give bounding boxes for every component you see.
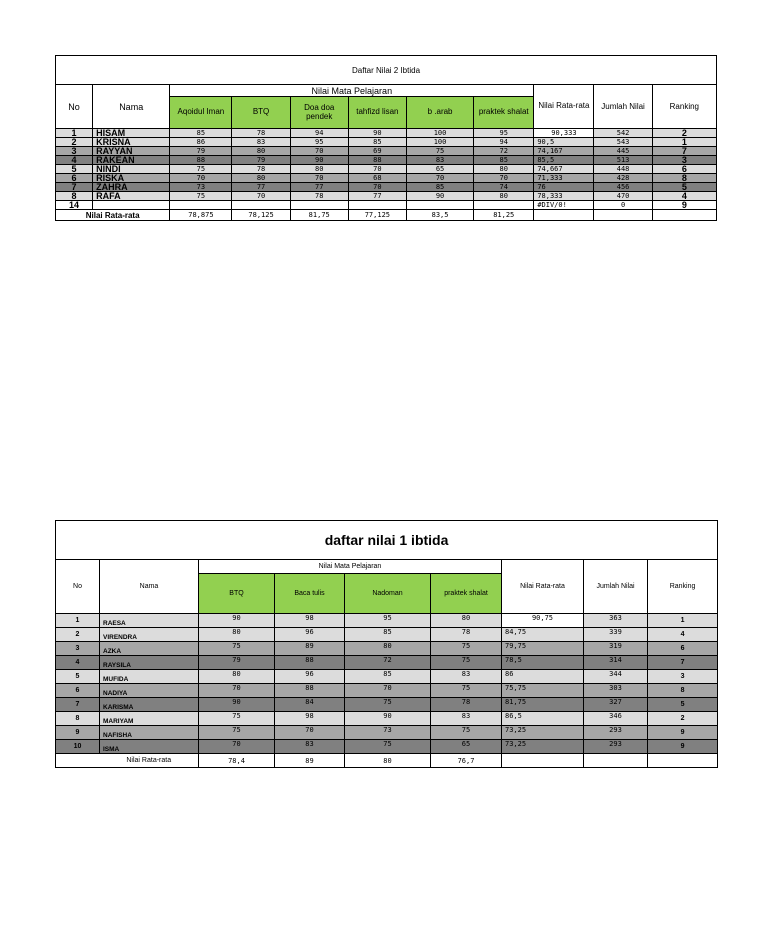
score-cell: 70 [345,684,431,698]
row-name: RAFA [93,192,170,201]
score-cell [474,201,534,210]
row-avg: 73,25 [502,726,584,740]
row-no: 14 [56,201,93,210]
row-avg: 74,167 [534,147,594,156]
score-cell: 75 [431,656,502,670]
score-cell: 84 [275,698,345,712]
row-no: 6 [56,174,93,183]
score-cell: 80 [232,174,290,183]
row-rank: 7 [648,656,718,670]
row-name: RAESA [100,614,199,628]
row-total: 543 [594,138,652,147]
row-avg: 85,5 [534,156,594,165]
score-cell [406,201,473,210]
row-no: 4 [56,656,100,670]
row-no: 10 [56,740,100,754]
row-avg: 74,667 [534,165,594,174]
row-rank: 2 [652,129,716,138]
grade-table-ibtida-1 [55,520,718,768]
score-cell: 100 [406,129,473,138]
row-no: 6 [56,684,100,698]
score-cell: 80 [474,165,534,174]
row-avg: 84,75 [502,628,584,642]
row-rank: 6 [652,165,716,174]
score-cell: 70 [348,165,406,174]
row-total: 0 [594,201,652,210]
score-cell: 80 [290,165,348,174]
table-row [56,614,718,628]
row-rank: 8 [652,174,716,183]
subject-header: BTQ [232,97,290,129]
score-cell: 83 [431,670,502,684]
row-name: AZKA [100,642,199,656]
row-rank: 1 [648,614,718,628]
subject-header: praktek shalat [431,574,502,614]
score-cell: 77 [348,192,406,201]
table-row [56,712,718,726]
row-name: RAKEAN [93,156,170,165]
row-total: 339 [584,628,648,642]
score-cell: 75 [431,726,502,740]
score-cell: 75 [170,165,232,174]
col-header-no: No [56,560,100,614]
col-group-subjects: Nilai Mata Pelajaran [170,85,534,97]
score-cell: 98 [275,614,345,628]
table-row [56,174,717,183]
table-row [56,165,717,174]
row-total: 344 [584,670,648,684]
col-header-rank: Ranking [652,85,716,129]
table-row [56,670,718,684]
row-name: KARISMA [100,698,199,712]
table-title: daftar nilai 1 ibtida [56,521,718,560]
score-cell: 85 [348,138,406,147]
score-cell: 83 [406,156,473,165]
col-header-rank: Ranking [648,560,718,614]
table-row [56,642,718,656]
score-cell: 75 [406,147,473,156]
score-cell: 69 [348,147,406,156]
row-name: MUFIDA [100,670,199,684]
score-cell: 70 [232,192,290,201]
row-no: 3 [56,147,93,156]
row-rank: 5 [648,698,718,712]
col-header-nama: Nama [100,560,199,614]
score-cell: 72 [345,656,431,670]
score-cell: 75 [199,712,275,726]
score-cell: 85 [406,183,473,192]
footer-avg: 78,875 [170,210,232,221]
score-cell: 78 [431,698,502,712]
score-cell: 65 [406,165,473,174]
col-header-total: Jumlah Nilai [594,85,652,129]
col-header-nama: Nama [93,85,170,129]
footer-avg: 83,5 [406,210,473,221]
score-cell: 75 [199,642,275,656]
row-rank: 9 [648,740,718,754]
score-cell: 80 [199,670,275,684]
row-total: 363 [584,614,648,628]
row-name: NAFISHA [100,726,199,740]
footer-empty [56,754,100,768]
score-cell: 75 [345,698,431,712]
score-cell: 85 [345,670,431,684]
footer-empty [652,210,716,221]
score-cell [290,201,348,210]
row-avg: 86 [502,670,584,684]
score-cell [348,201,406,210]
row-name: RAYSILA [100,656,199,670]
score-cell: 90 [199,614,275,628]
col-header-no: No [56,85,93,129]
row-name: ISMA [100,740,199,754]
score-cell: 80 [199,628,275,642]
row-name: HISAM [93,129,170,138]
row-name: KRISNA [93,138,170,147]
score-cell: 74 [474,183,534,192]
score-cell: 79 [232,156,290,165]
score-cell: 70 [170,174,232,183]
row-total: 327 [584,698,648,712]
row-rank: 6 [648,642,718,656]
score-cell: 95 [290,138,348,147]
table-row [56,183,717,192]
row-rank: 1 [652,138,716,147]
row-name: VIRENDRA [100,628,199,642]
score-cell: 90 [345,712,431,726]
score-cell: 70 [199,684,275,698]
row-no: 7 [56,183,93,192]
score-cell: 88 [348,156,406,165]
score-cell: 78 [431,628,502,642]
row-avg: 79,75 [502,642,584,656]
score-cell: 88 [275,684,345,698]
col-header-total: Jumlah Nilai [584,560,648,614]
score-cell: 85 [345,628,431,642]
score-cell: 70 [348,183,406,192]
score-cell: 75 [170,192,232,201]
subject-header: tahfizd lisan [348,97,406,129]
row-rank: 4 [648,628,718,642]
score-cell: 77 [290,183,348,192]
row-no: 8 [56,712,100,726]
row-avg: 73,25 [502,740,584,754]
score-cell: 90 [290,156,348,165]
footer-empty [502,754,584,768]
score-cell: 68 [348,174,406,183]
row-name: NADIYA [100,684,199,698]
subject-header: praktek shalat [474,97,534,129]
row-total: 303 [584,684,648,698]
table-row [56,201,717,210]
score-cell: 98 [275,712,345,726]
row-avg: #DIV/0! [534,201,594,210]
row-rank: 4 [652,192,716,201]
row-avg: 90,75 [502,614,584,628]
row-rank: 7 [652,147,716,156]
row-no: 9 [56,726,100,740]
row-avg: 78,333 [534,192,594,201]
row-name [93,201,170,210]
footer-avg: 81,75 [290,210,348,221]
footer-avg: 89 [275,754,345,768]
col-group-subjects: Nilai Mata Pelajaran [199,560,502,574]
score-cell: 100 [406,138,473,147]
row-name: RISKA [93,174,170,183]
score-cell [232,201,290,210]
score-cell: 83 [431,712,502,726]
score-cell: 95 [345,614,431,628]
row-no: 3 [56,642,100,656]
row-total: 293 [584,726,648,740]
score-cell: 79 [170,147,232,156]
row-total: 513 [594,156,652,165]
row-avg: 90,333 [534,129,594,138]
row-name: RAYYAN [93,147,170,156]
score-cell: 75 [431,642,502,656]
row-avg: 76 [534,183,594,192]
footer-avg: 80 [345,754,431,768]
score-cell: 96 [275,670,345,684]
score-cell: 80 [474,192,534,201]
table-row [56,628,718,642]
score-cell: 75 [431,684,502,698]
row-no: 5 [56,165,93,174]
score-cell: 89 [275,642,345,656]
score-cell: 70 [275,726,345,740]
row-no: 8 [56,192,93,201]
row-rank: 5 [652,183,716,192]
subject-header: BTQ [199,574,275,614]
score-cell: 90 [406,192,473,201]
score-cell: 88 [275,656,345,670]
table-row [56,740,718,754]
score-cell: 85 [170,129,232,138]
score-cell: 72 [474,147,534,156]
table-row [56,656,718,670]
row-total: 445 [594,147,652,156]
score-cell: 78 [232,165,290,174]
row-name: MARIYAM [100,712,199,726]
row-total: 456 [594,183,652,192]
footer-avg: 78,125 [232,210,290,221]
row-total: 470 [594,192,652,201]
score-cell: 94 [474,138,534,147]
score-cell: 80 [232,147,290,156]
row-rank: 9 [648,726,718,740]
row-avg: 75,75 [502,684,584,698]
score-cell [170,201,232,210]
score-cell: 73 [345,726,431,740]
row-no: 5 [56,670,100,684]
footer-empty [594,210,652,221]
table-row [56,147,717,156]
row-total: 428 [594,174,652,183]
row-rank: 2 [648,712,718,726]
score-cell: 80 [345,642,431,656]
table-row [56,684,718,698]
score-cell: 77 [232,183,290,192]
row-no: 1 [56,614,100,628]
row-no: 2 [56,628,100,642]
score-cell: 70 [199,740,275,754]
score-cell: 94 [290,129,348,138]
row-rank: 9 [652,201,716,210]
footer-empty [648,754,718,768]
score-cell: 75 [199,726,275,740]
row-no: 1 [56,129,93,138]
row-name: NINDI [93,165,170,174]
footer-empty [584,754,648,768]
table-row [56,138,717,147]
col-header-avg: Nilai Rata-rata [534,85,594,129]
subject-header: Baca tulis [275,574,345,614]
row-avg: 81,75 [502,698,584,712]
score-cell: 90 [199,698,275,712]
score-cell: 96 [275,628,345,642]
row-avg: 78,5 [502,656,584,670]
footer-empty [534,210,594,221]
score-cell: 86 [170,138,232,147]
row-total: 293 [584,740,648,754]
score-cell: 65 [431,740,502,754]
score-cell: 70 [406,174,473,183]
score-cell: 88 [170,156,232,165]
row-total: 314 [584,656,648,670]
footer-avg: 76,7 [431,754,502,768]
subject-header: Doa doa pendek [290,97,348,129]
row-total: 542 [594,129,652,138]
score-cell: 83 [275,740,345,754]
score-cell: 70 [474,174,534,183]
row-rank: 3 [648,670,718,684]
table-title: Daftar Nilai 2 Ibtida [56,56,717,85]
subject-header: Nadoman [345,574,431,614]
score-cell: 73 [170,183,232,192]
footer-avg: 81,25 [474,210,534,221]
score-cell: 75 [345,740,431,754]
row-rank: 3 [652,156,716,165]
row-avg: 86,5 [502,712,584,726]
grade-table-ibtida-2 [55,55,717,221]
score-cell: 70 [290,147,348,156]
row-avg: 90,5 [534,138,594,147]
score-cell: 79 [199,656,275,670]
score-cell: 80 [431,614,502,628]
footer-label: Nilai Rata-rata [100,754,199,768]
table-row [56,156,717,165]
subject-header: Aqoidul Iman [170,97,232,129]
subject-header: b .arab [406,97,473,129]
row-no: 4 [56,156,93,165]
row-total: 319 [584,642,648,656]
footer-avg: 77,125 [348,210,406,221]
row-avg: 71,333 [534,174,594,183]
table-row [56,698,718,712]
table-row [56,726,718,740]
row-name: ZAHRA [93,183,170,192]
table-row [56,192,717,201]
row-total: 346 [584,712,648,726]
row-no: 2 [56,138,93,147]
score-cell: 85 [474,156,534,165]
score-cell: 78 [232,129,290,138]
table-row [56,129,717,138]
score-cell: 83 [232,138,290,147]
score-cell: 70 [290,174,348,183]
col-header-avg: Nilai Rata-rata [502,560,584,614]
footer-label: Nilai Rata-rata [56,210,170,221]
row-rank: 8 [648,684,718,698]
footer-avg: 78,4 [199,754,275,768]
score-cell: 95 [474,129,534,138]
score-cell: 78 [290,192,348,201]
score-cell: 90 [348,129,406,138]
row-no: 7 [56,698,100,712]
row-total: 448 [594,165,652,174]
